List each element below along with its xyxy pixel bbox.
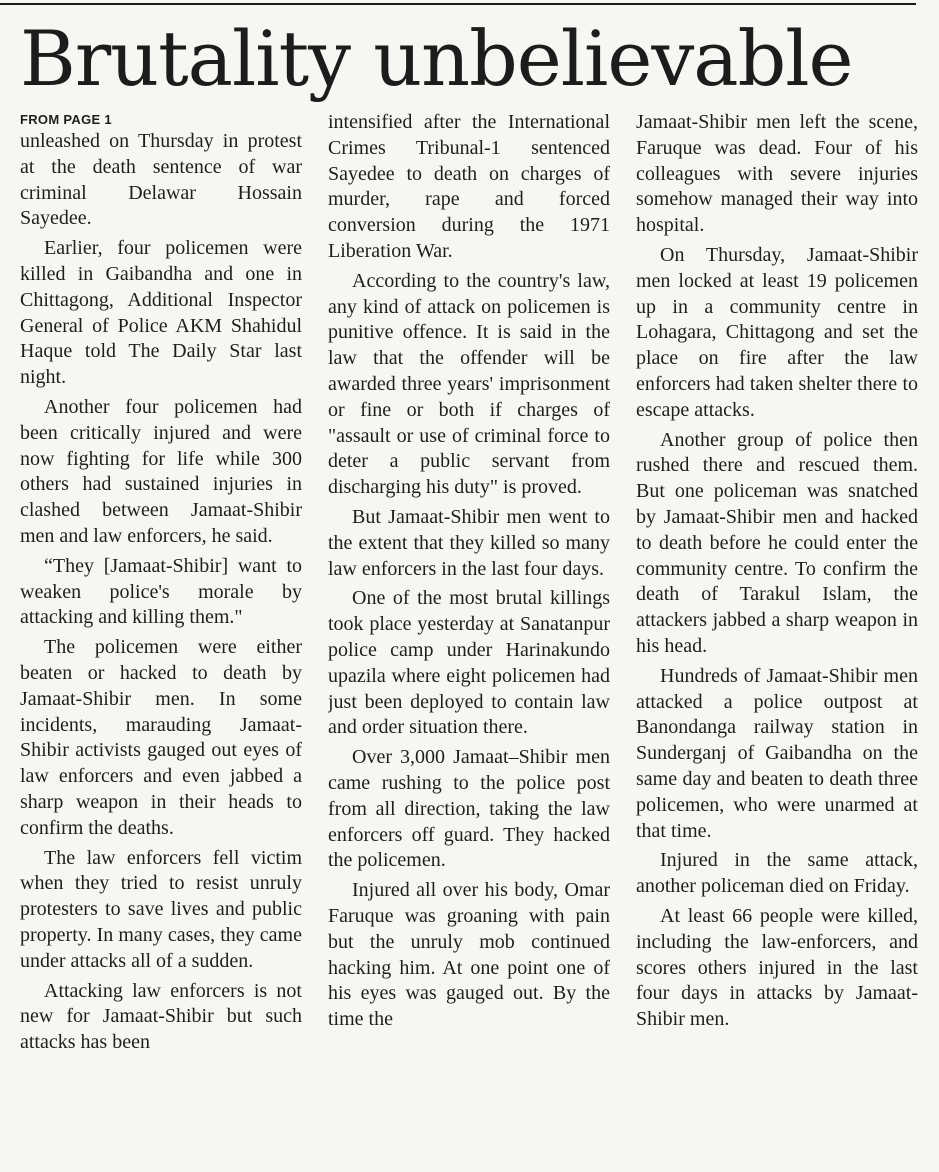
paragraph: The law enforcers fell victim when they tried to resist unruly protesters to save lives and public property. In many cases, they came under attacks all of a sudden. [20,846,302,972]
top-rule [0,3,916,5]
headline: Brutality unbelievable [20,14,853,103]
paragraph: According to the country's law, any kind of attack on policemen is punitive offence. It is said in the law that the offender will be awarded three years' imprisonment or fine or both if charges of "assault or use of criminal force to deter a public servant from discharging his duty" is proved. [328,269,610,499]
paragraph: intensified after the International Crimes Tribunal-1 sentenced Sayedee to death on charges of murder, rape and forced conversion during the 1971 Liberation War. [328,111,610,262]
paragraph: Attacking law enforcers is not new for Jamaat-Shibir but such attacks has been [20,979,302,1054]
paragraph: Another group of police then rushed there and rescued them. But one policeman was snatched by Jamaat-Shibir men and hacked to death before he could enter the community centre. To confirm the death of Tarakul Islam, the attackers jabbed a sharp weapon in his head. [636,428,918,657]
paragraph: On Thursday, Jamaat-Shibir men locked at least 19 policemen up in a community centre in Lohagara, Chittagong and set the place on fire after the law enforcers had taken shelter there to escape attacks. [636,243,918,421]
paragraph: One of the most brutal killings took place yesterday at Sanatanpur police camp under Harinakundo upazila where eight policemen had just been deployed to contain law and order situation there. [328,587,610,739]
paragraph: Injured in the same attack, another policeman died on Friday. [636,849,918,898]
paragraph: Hundreds of Jamaat-Shibir men attacked a police outpost at Banondanga railway station in Sunderganj of Gaibandha on the same day and beaten to death three policemen, who were unarmed at that time. [636,664,918,842]
article-column-1 [20,110,302,1168]
paragraph: Earlier, four policemen were killed in Gaibandha and one in Chittagong, Additional Inspector General of Police AKM Shahidul Haque told The Daily Star last night. [20,237,302,389]
paragraph: But Jamaat-Shibir men went to the extent that they killed so many law enforcers in the last four days. [328,505,610,580]
paragraph: Jamaat-Shibir men left the scene, Faruque was dead. Four of his colleagues with severe injuries somehow managed their way into hospital. [636,111,918,237]
paragraph: Injured all over his body, Omar Faruque was groaning with pain but the unruly mob continued hacking him. At one point one of his eyes was gauged out. By the time the [328,879,610,1031]
kicker: FROM PAGE 1 [20,112,112,127]
paragraph: Another four policemen had been critically injured and were now fighting for life while 300 others had sustained injuries in clashed between Jamaat-Shibir men and law enforcers, he said. [20,395,302,547]
paragraph: unleashed on Thursday in protest at the death sentence of war criminal Delawar Hossain Sayedee. [20,130,302,230]
paragraph: At least 66 people were killed, including the law-enforcers, and scores others injured in the last four days in attacks by Jamaat-Shibir men. [636,904,918,1031]
paragraph: “They [Jamaat-Shibir] want to weaken police's morale by attacking and killing them." [20,554,302,629]
article-column-3 [636,110,918,1168]
paragraph: The policemen were either beaten or hacked to death by Jamaat-Shibir men. In some incidents, marauding Jamaat-Shibir activists gauged out eyes of law enforcers and even jabbed a sharp weapon in their heads to confirm the deaths. [20,636,302,839]
paragraph: Over 3,000 Jamaat–Shibir men came rushing to the police post from all direction, taking the law enforcers off guard. They hacked the policemen. [328,746,610,872]
article-column-2 [328,110,610,1168]
